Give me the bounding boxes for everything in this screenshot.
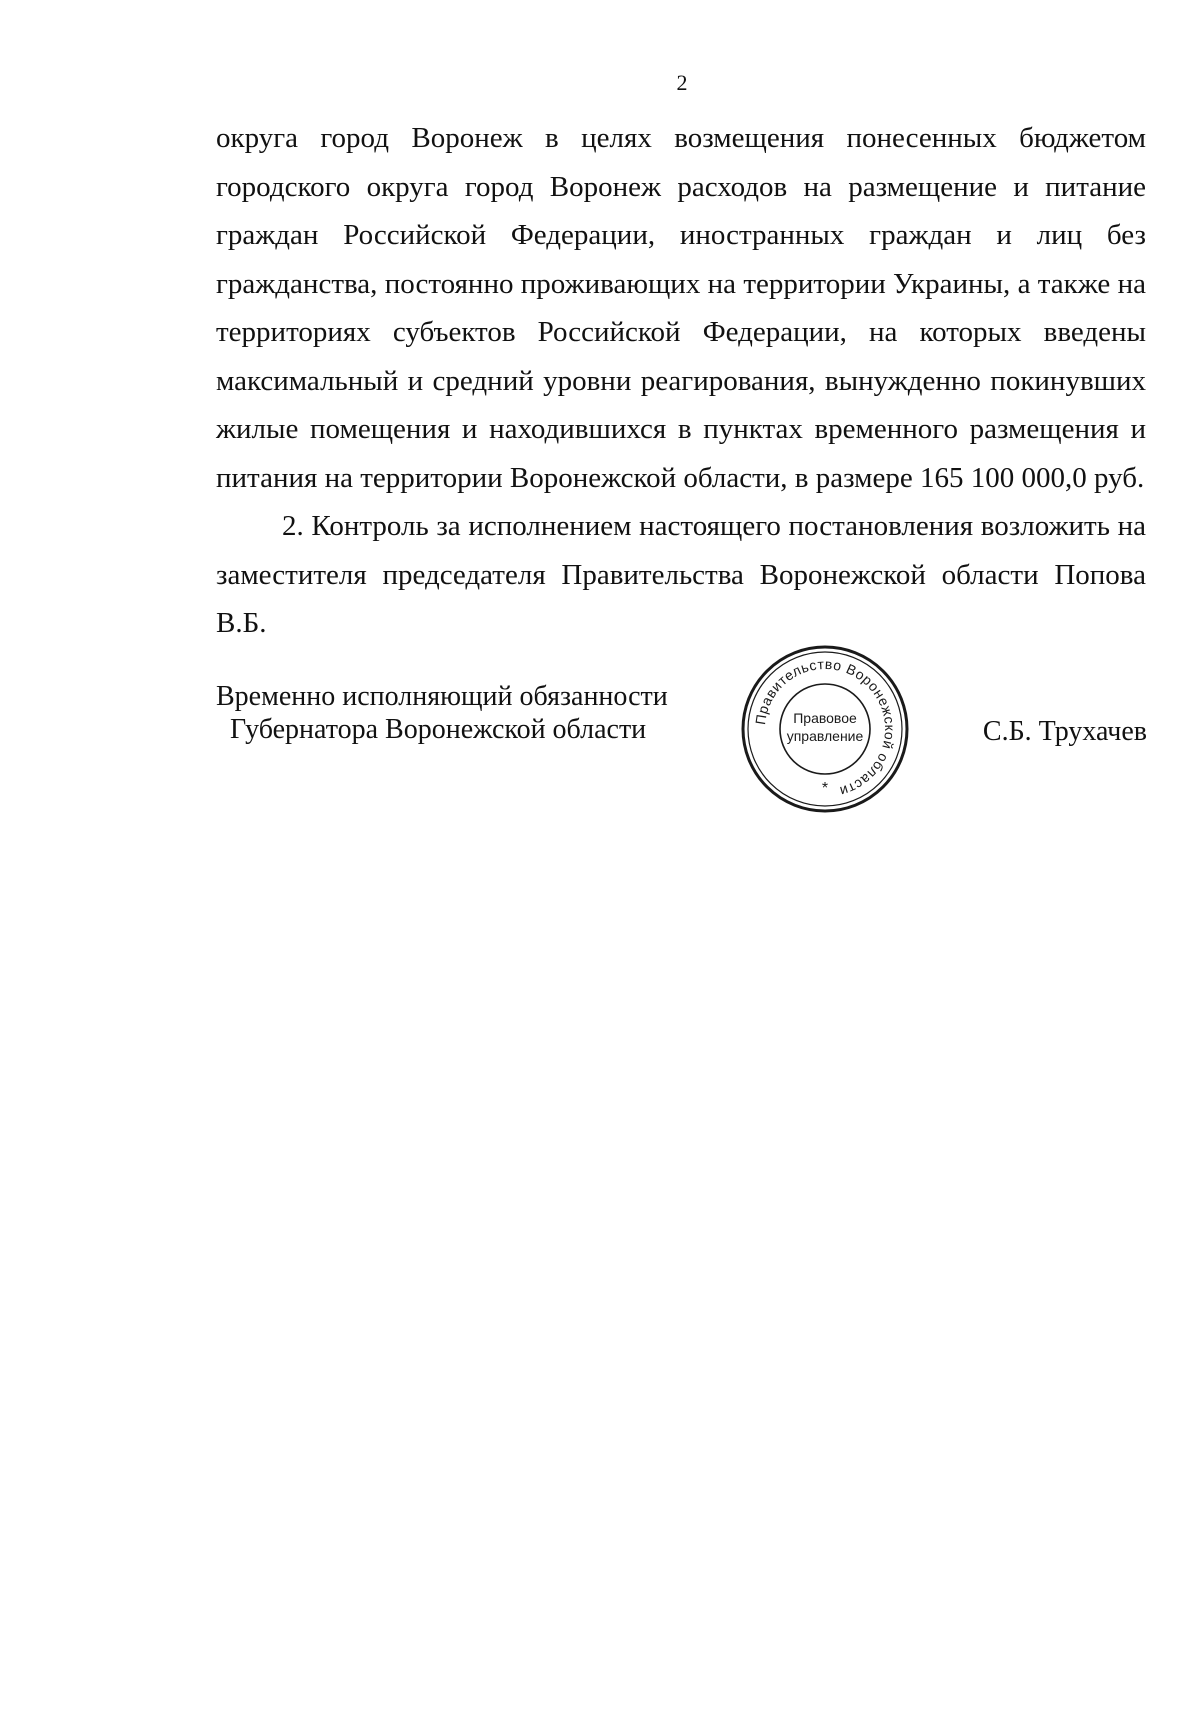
seal-star-icon: * [821,780,829,797]
seal-ring-text: Правительство Воронежской области [752,655,899,801]
paragraph-control-clause: 2. Контроль за исполнением настоящего постановления возложить на заместителя председателя Правительства Воронежской области Попова В.Б. [216,510,1146,639]
signatory-position-line-1: Временно исполняющий обязанности [216,681,668,712]
official-seal [739,643,911,815]
document-body [216,114,1146,648]
signatory-position-line-2: Губернатора Воронежской области [230,714,647,745]
signatory-name: С.Б. Трухачев [982,716,1147,747]
seal-center-line-1: Правовое [793,710,857,726]
signatory-position [216,680,668,746]
paragraph-continuation: округа город Воронеж в целях возмещения понесенных бюджетом городского округа город Воронеж расходов на размещение и питание граждан Российской Федерации, иностранных граждан и лиц без гражданства, постоянно проживающих на территории Украины, а также на территориях субъектов Российской Федерации, на которых введены максимальный и средний уровни реагирования, вынужденно покинувших жилые помещения и находившихся в пунктах временного размещения и питания на территории Воронежской области, в размере 165 100 000,0 руб. [216,122,1146,494]
page-number: 2 [676,70,688,95]
seal-center-line-2: управление [786,728,864,744]
